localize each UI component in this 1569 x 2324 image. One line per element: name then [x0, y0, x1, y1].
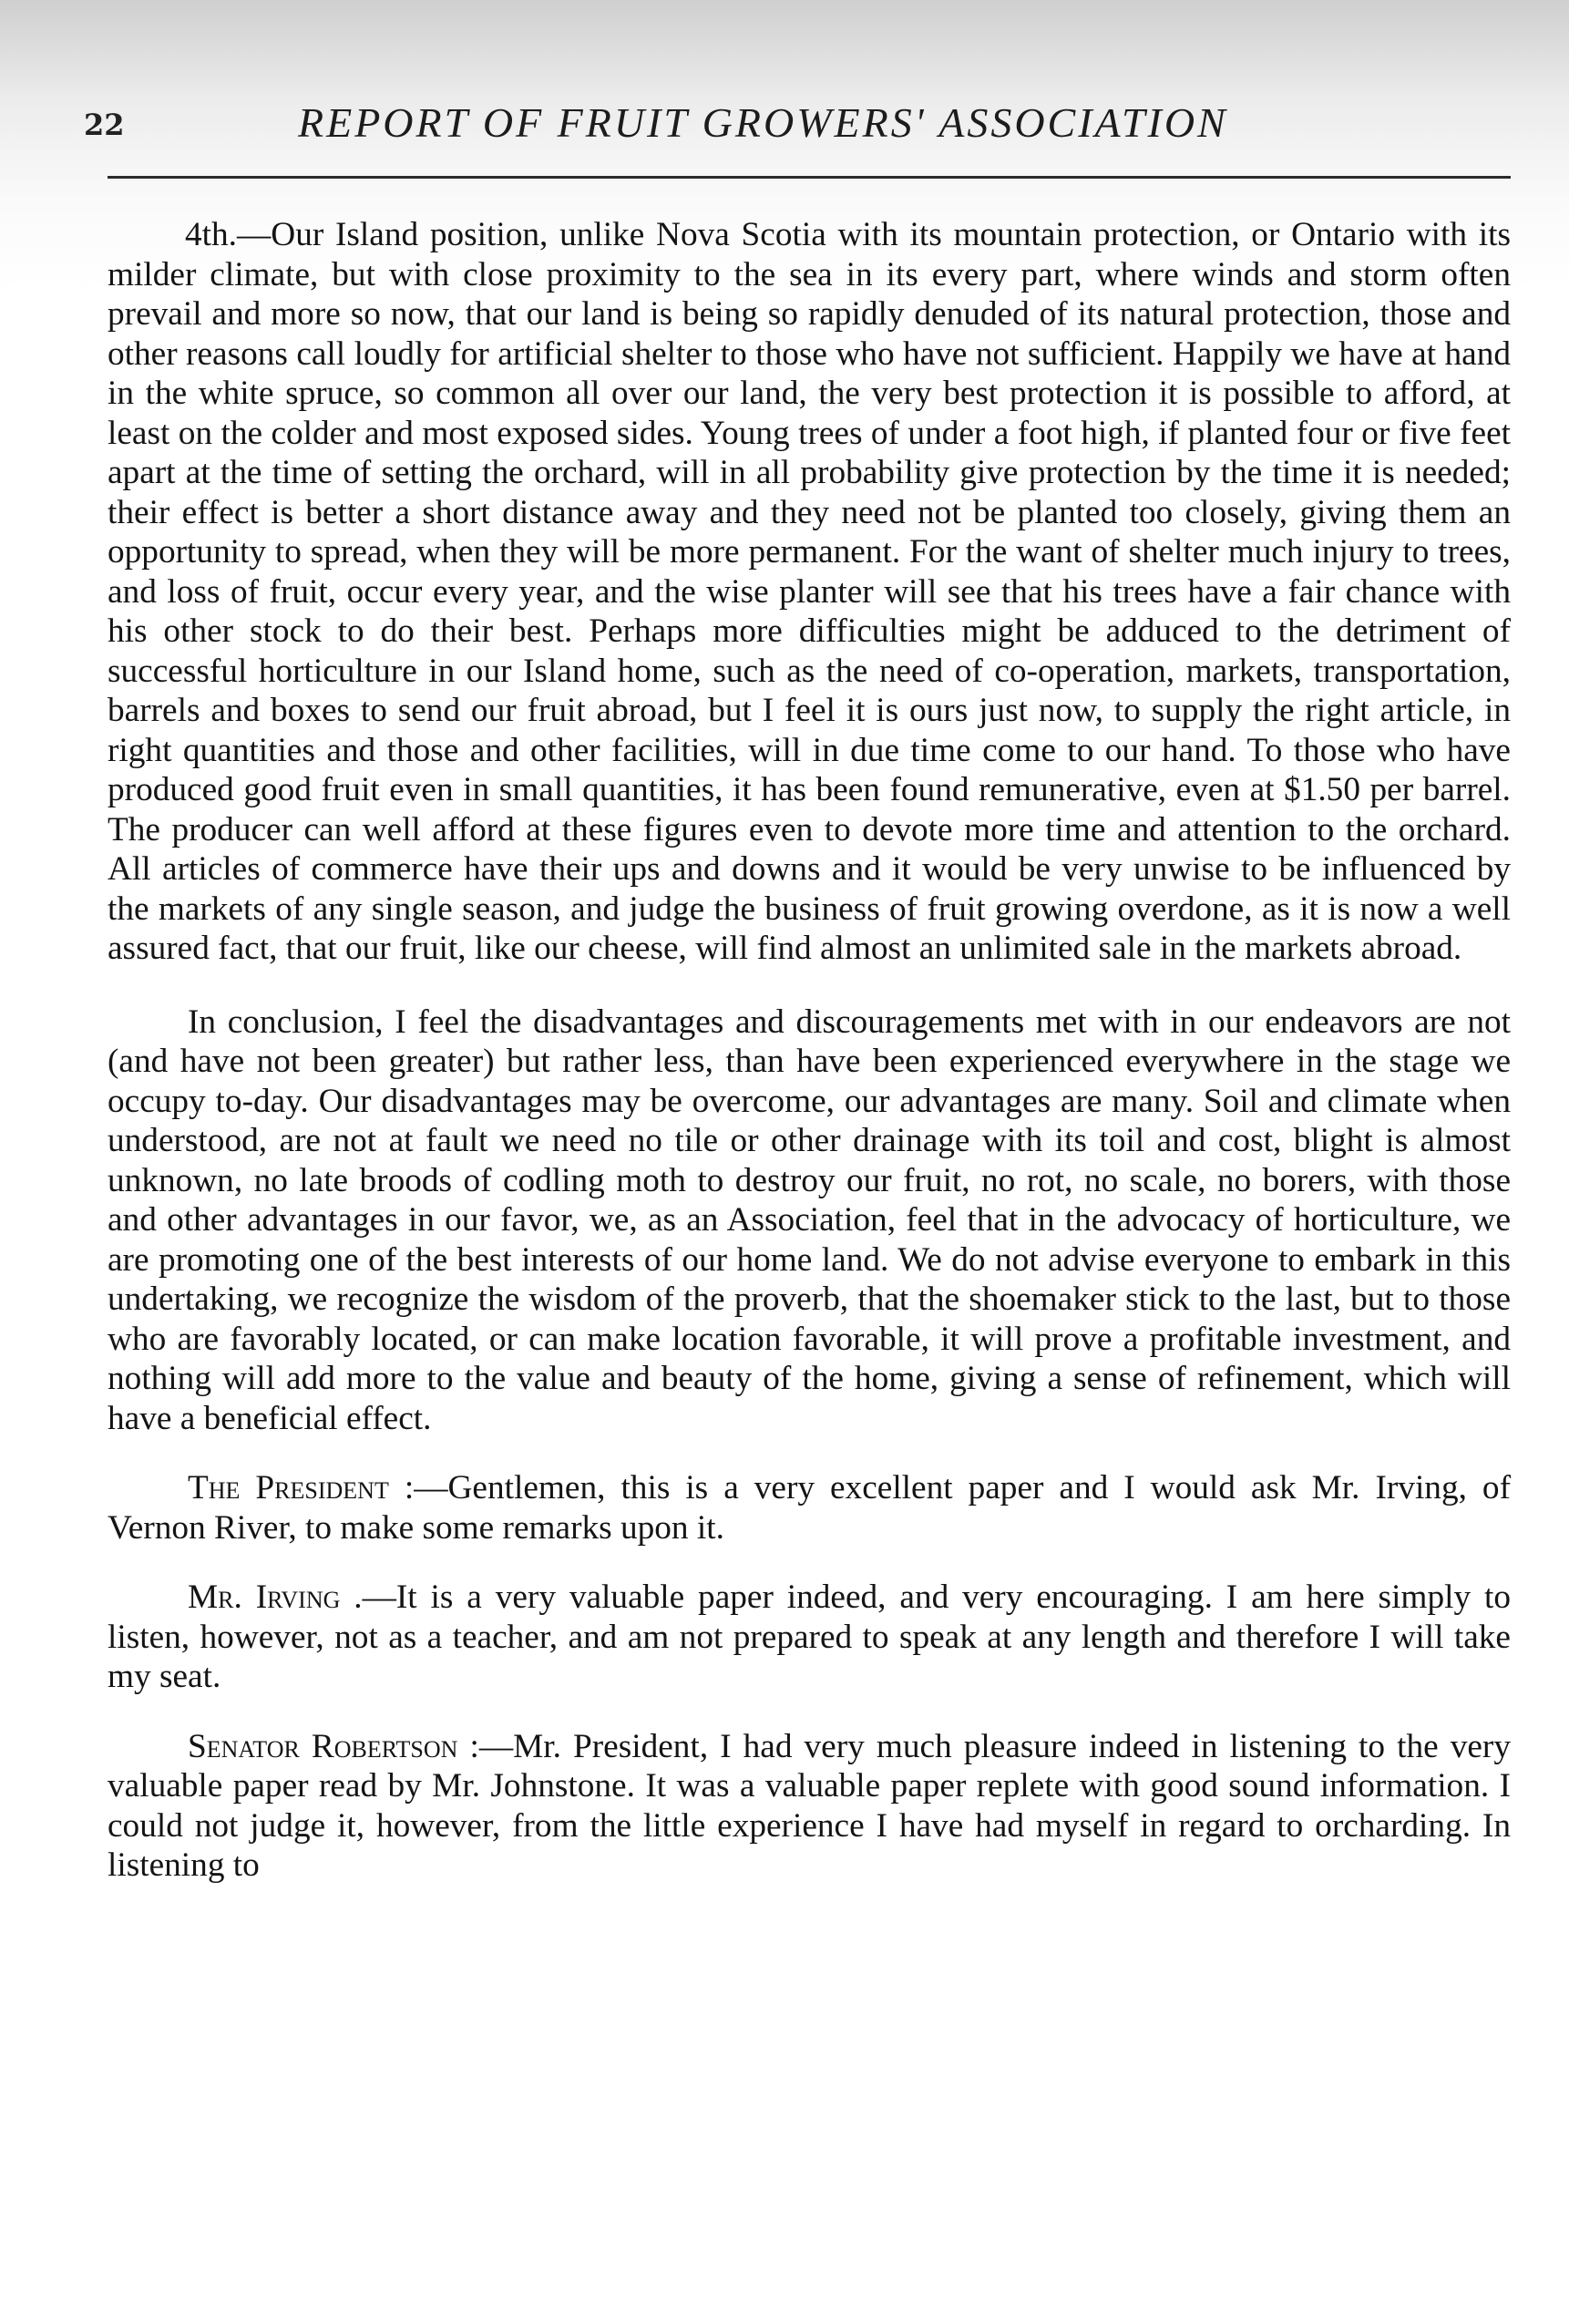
- body-text: [108, 215, 1511, 1886]
- president-remarks: :—Gentlemen, this is a very excellent paper and I would ask Mr. Irving, of Vernon River, to make some remarks upon it.: [108, 1469, 1511, 1547]
- paragraph-president: [108, 1468, 1511, 1548]
- running-head: REPORT OF FRUIT GROWERS' ASSOCIATION: [298, 99, 1228, 146]
- robertson-remarks: :—Mr. President, I had very much pleasure indeed in listening to the very valuable paper read by Mr. Johnstone. It was a valuable paper replete with good sound information. I could not judge it, however, from the little experience I have had myself in regard to orcharding. In listening to: [108, 1727, 1511, 1884]
- speaker-president: The President: [188, 1469, 389, 1506]
- header-rule: [108, 176, 1511, 179]
- paragraph-robertson: [108, 1727, 1511, 1886]
- paragraph-shelter: 4th.—Our Island position, unlike Nova Scotia with its mountain protection, or Ontario with its milder climate, but with close proximity to the sea in its every part, where winds and storm often prevail and more so now, that our land is being so rapidly denuded of its natural protection, those and other reasons call loudly for artificial shelter to those who have not sufficient. Happily we have at hand in the white spruce, so common all over our land, the very best protection it is possible to afford, at least on the colder and most exposed sides. Young trees of under a foot high, if planted four or five feet apart at the time of setting the orchard, will in all probability give protection by the time it is needed; their effect is better a short distance away and they need not be planted too closely, giving them an opportunity to spread, when they will be more permanent. For the want of shelter much injury to trees, and loss of fruit, occur every year, and the wise planter will see that his trees have a fair chance with his other stock to do their best. Perhaps more difficulties might be adduced to the detriment of successful horticulture in our Island home, such as the need of co-operation, markets, transportation, barrels and boxes to send our fruit abroad, but I feel it is ours just now, to supply the right article, in right quantities and those and other facilities, will in due time come to our hand. To those who have produced good fruit even in small quantities, it has been found remunerative, even at $1.50 per barrel. The producer can well afford at these figures even to devote more time and attention to the orchard. All articles of commerce have their ups and downs and it would be very unwise to be influenced by the markets of any single season, and judge the business of fruit growing overdone, as it is now a well assured fact, that our fruit, like our cheese, will find almost an unlimited sale in the markets abroad.: [108, 216, 1511, 967]
- page-header: [75, 98, 1496, 153]
- paragraph-conclusion: In conclusion, I feel the disadvantages and discouragements met with in our endeavors are not (and have not been greater) but rather less, than have been experienced everywhere in the stage we occupy to-day. Our disadvantages may be overcome, our advantages are many. Soil and climate when understood, are not at fault we need no tile or other drainage with its toil and cost, blight is almost unknown, no late broods of codling moth to destroy our fruit, no rot, no scale, no borers, with those and other advantages in our favor, we, as an Association, feel that in the advocacy of horticulture, we are promoting one of the best interests of our home land. We do not advise everyone to embark in this undertaking, we recognize the wisdom of the proverb, that the shoemaker stick to the last, but to those who are favorably located, or can make location favorable, it will prove a profitable investment, and nothing will add more to the value and beauty of the home, giving a sense of refinement, which will have a beneficial effect.: [108, 1003, 1511, 1437]
- irving-remarks: .—It is a very valuable paper indeed, and very encouraging. I am here simply to listen, however, not as a teacher, and am not prepared to speak at any length and therefore I will take my seat.: [108, 1578, 1511, 1695]
- speaker-robertson: Senator Robertson: [188, 1727, 458, 1765]
- paragraph-irving: [108, 1578, 1511, 1697]
- speaker-irving: Mr. Irving: [188, 1578, 341, 1616]
- page-number: 22: [84, 108, 125, 142]
